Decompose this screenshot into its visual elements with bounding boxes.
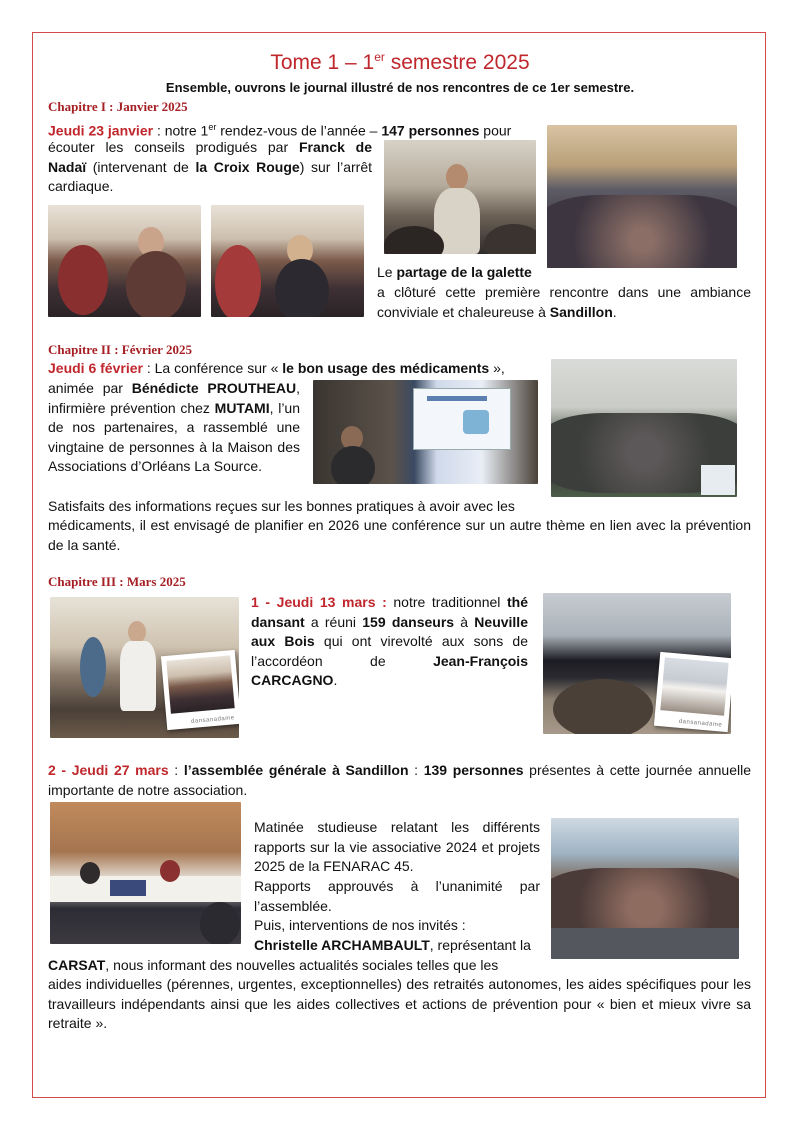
accordion-polaroid [654, 652, 731, 732]
hall-audience-photo [547, 125, 737, 268]
chapter2-conclusion: médicaments, il est envisagé de planifier en 2026 une conférence sur un autre thème en lien avec la prévention de la santé. [48, 517, 751, 553]
galette-photo-2 [211, 205, 364, 317]
tea-dance-photo-1 [50, 597, 239, 738]
conference-screen-photo [313, 380, 538, 484]
assembly-approval-text: Rapports approuvés à l’unanimité par l’assemblée. [254, 878, 540, 914]
assembly-panel-photo [50, 802, 241, 944]
chapter1-intro-text: écouter les conseils prodigués par Franck de Nadaï (intervenant de la Croix Rouge) sur l’arrêt cardiaque. [48, 139, 373, 194]
carsat-details: aides individuelles (pérennes, urgentes, exceptionnelles) des retraités autonomes, les aides spécifiques pour les travailleurs indépendants ainsi que les aides collectives et actions de prévention pour « bien et mieux vivre sa retraite ». [48, 976, 751, 1031]
chapter2-conclusion-line: Satisfaits des informations reçues sur les bonnes pratiques à avoir avec les [48, 498, 515, 514]
assembly-guests-text: Puis, interventions de nos invités : [254, 917, 466, 933]
chapter2-body: animée par Bénédicte PROUTHEAU, infirmière prévention chez MUTAMI, l’un de nos partenaires, a rassemblé une vingtaine de personnes à la Maison des Associations d’Orléans La Source. [48, 380, 301, 474]
chapter1-intro-line: Jeudi 23 janvier : notre 1er rendez-vous de l’année – 147 personnes pour [48, 122, 512, 139]
tea-dance-polaroid-1 [161, 650, 239, 730]
chapter3-heading: Chapitre III : Mars 2025 [48, 574, 186, 589]
assembly-morning-text: Matinée studieuse relatant les différents rapports sur la vie associative 2024 et projets 2025 de la FENARAC 45. [254, 819, 540, 874]
galette-photo-1 [48, 205, 201, 317]
tea-dance-text: 1 - Jeudi 13 mars : notre traditionnel thé dansant a réuni 159 danseurs à Neuville aux Bois qui ont virevolté aux sons de l’accordéon de Jean-François CARCAGNO. [251, 594, 528, 688]
galette-caption-line: Le partage de la galette [377, 264, 532, 280]
speaker-photo [384, 140, 536, 254]
carsat-line: CARSAT, nous informant des nouvelles actualités sociales telles que les [48, 957, 499, 973]
page-title: Tome 1 – 1er semestre 2025 [270, 50, 530, 74]
chapter2-heading: Chapitre II : Février 2025 [48, 342, 192, 357]
assembly-guest-line: Christelle ARCHAMBAULT, représentant la [254, 937, 531, 953]
chapter2-intro-line: Jeudi 6 février : La conférence sur « le bon usage des médicaments », [48, 360, 505, 376]
tea-dance-photo-2 [543, 593, 731, 734]
assembly-audience-photo [551, 818, 739, 959]
chapter1-heading: Chapitre I : Janvier 2025 [48, 99, 188, 114]
polaroid-caption: dansanadame [190, 715, 235, 725]
page-subtitle: Ensemble, ouvrons le journal illustré de nos rencontres de ce 1er semestre. [165, 80, 635, 95]
galette-caption-text: a clôturé cette première rencontre dans une ambiance conviviale et chaleureuse à Sandillon. [377, 284, 751, 320]
conference-audience-photo [551, 359, 737, 497]
general-assembly-intro: 2 - Jeudi 27 mars : l’assemblée générale à Sandillon : 139 personnes présentes à cette journée annuelle importante de notre association. [48, 762, 752, 798]
polaroid-caption: dansanadame [678, 718, 723, 729]
